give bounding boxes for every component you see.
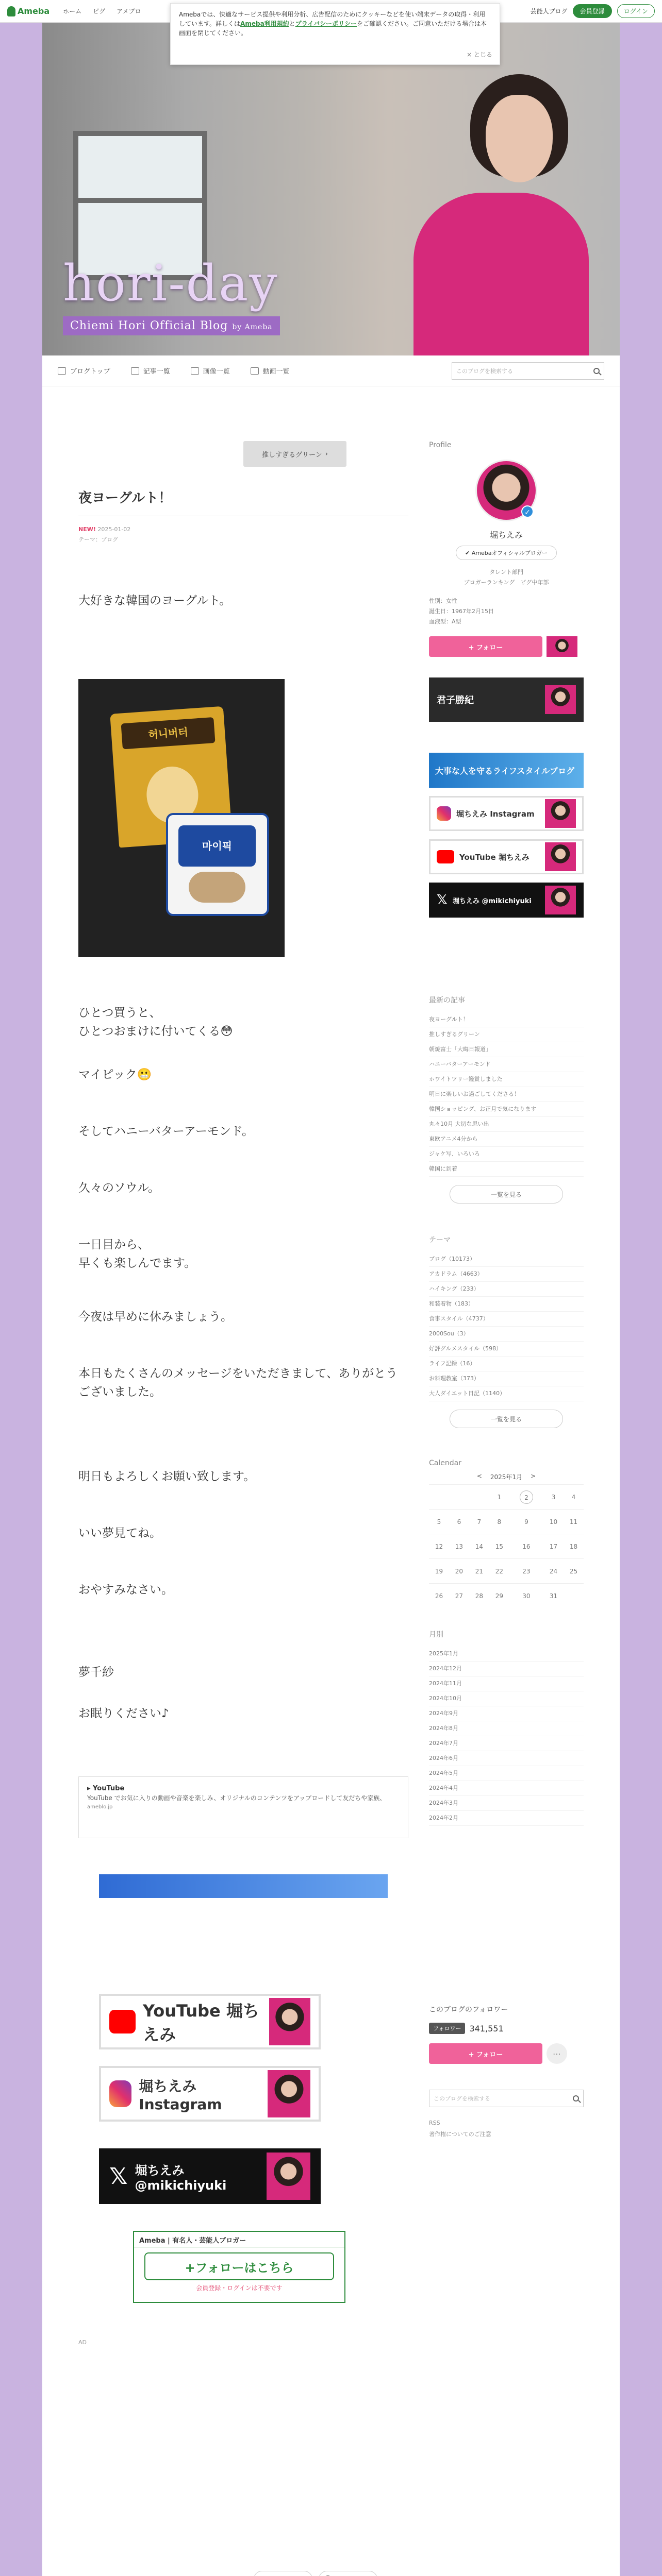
- paragraph: お眠りください♪: [78, 1707, 169, 1720]
- blog-subtitle: Chiemi Hori Official Blog by Ameba: [63, 316, 280, 335]
- theme-item[interactable]: 好評グルメスタイル（598）: [429, 1342, 584, 1357]
- recent-item[interactable]: 朝焼富士「大晦日報道」: [429, 1042, 584, 1057]
- ameba-logo[interactable]: Ameba: [7, 6, 49, 16]
- paragraph: マイピック😬: [78, 1068, 152, 1081]
- blog-title: hori-day: [63, 255, 278, 312]
- home-icon: [58, 367, 66, 375]
- ameba-logo-icon: [7, 6, 15, 16]
- banner-youtube[interactable]: YouTube 堀ちえみ: [99, 1994, 321, 2049]
- recent-item[interactable]: 丸々10月 大切な思い出: [429, 1117, 584, 1132]
- archive-item[interactable]: 2024年8月: [429, 1721, 584, 1736]
- nav-blog-top[interactable]: ブログトップ: [58, 366, 110, 376]
- recent-item[interactable]: 韓国に到着: [429, 1162, 584, 1177]
- chevron-right-icon: ›: [325, 450, 328, 458]
- recent-item[interactable]: ジャケ写、いろいろ: [429, 1147, 584, 1162]
- youtube-icon: [109, 2010, 136, 2033]
- profile-category: タレント部門 ブロガーランキング ピグ中年部: [464, 569, 549, 586]
- top-nav: [63, 7, 141, 15]
- theme-item[interactable]: 食事スタイル（4737）: [429, 1312, 584, 1327]
- archive-item[interactable]: 2024年7月: [429, 1736, 584, 1751]
- nav-image-list[interactable]: 画像一覧: [191, 366, 230, 376]
- profile-heading: Profile: [429, 441, 452, 449]
- theme-item[interactable]: 和装着物（183）: [429, 1297, 584, 1312]
- theme-item[interactable]: ブログ（10173）: [429, 1252, 584, 1267]
- youtube-embed-card[interactable]: ▸ YouTube YouTube でお気に入りの動画や音楽を楽しみ、オリジナルのコンテンツをアップロードして友だちや家族、 ameblo.jp: [78, 1776, 408, 1838]
- theme-more-button[interactable]: 一覧を見る: [450, 1410, 563, 1428]
- paragraph: ひとつ買うと、: [78, 1006, 161, 1020]
- archive-item[interactable]: 2024年9月: [429, 1706, 584, 1721]
- follower-count: 341,551: [469, 2023, 504, 2033]
- recent-item[interactable]: 明日に楽しいお過ごしてくださる！: [429, 1087, 584, 1102]
- snack-package: 허니버터: [110, 706, 233, 848]
- article-meta: NEW! 2025-01-02 テーマ：ブログ: [78, 526, 131, 543]
- recent-item[interactable]: ホワイトツリー鑑賞しました: [429, 1072, 584, 1087]
- yogurt-package: 마이픽: [166, 813, 269, 916]
- search-icon[interactable]: [593, 368, 600, 374]
- instagram-icon: [437, 806, 451, 821]
- calendar-day[interactable]: 2: [509, 1485, 543, 1510]
- archive-list: [429, 1647, 584, 1826]
- calendar-next-button[interactable]: >: [531, 1472, 536, 1480]
- archive-item[interactable]: 2024年10月: [429, 1691, 584, 1706]
- top-nav-ameblo[interactable]: アメブロ: [117, 8, 141, 15]
- theme-heading: テーマ: [429, 1236, 451, 1244]
- recent-item[interactable]: 東欧アニメ4分から: [429, 1132, 584, 1147]
- x-icon: 𝕏: [437, 892, 448, 908]
- paragraph: 明日もよろしくお願い致します。: [78, 1470, 256, 1483]
- more-options-button[interactable]: ⋯: [547, 2043, 567, 2064]
- follow-button[interactable]: + フォロー: [429, 636, 542, 657]
- theme-item[interactable]: アカドラム（4663）: [429, 1267, 584, 1282]
- paragraph: 今夜は早めに休みましょう。: [78, 1310, 233, 1324]
- banner-x[interactable]: 𝕏 堀ちえみ @mikichiyuki: [99, 2148, 321, 2204]
- theme-item[interactable]: お料理教室（373）: [429, 1371, 584, 1386]
- calendar: [429, 1472, 584, 1608]
- paragraph: 夢千紗: [78, 1666, 114, 1679]
- login-button[interactable]: ログイン: [617, 4, 655, 18]
- paragraph: おやすみなさい。: [78, 1583, 173, 1597]
- copyright-notice-link[interactable]: 著作権についてのご注意: [429, 2131, 491, 2138]
- theme-nav-button[interactable]: 推しすぎるグリーン ›: [243, 441, 346, 467]
- recent-item[interactable]: ハニーバターアーモンド: [429, 1057, 584, 1072]
- sidebar-banner-x[interactable]: 𝕏 堀ちえみ @mikichiyuki: [429, 883, 584, 918]
- paragraph: 一日目から、: [78, 1238, 150, 1251]
- paragraph: ひとつおまけに付いてくる😳: [78, 1025, 233, 1038]
- nav-video-list[interactable]: 動画一覧: [251, 366, 290, 376]
- sidebar-banner-youtube[interactable]: YouTube 堀ちえみ: [429, 839, 584, 874]
- sidebar-banner-kimiko[interactable]: 君子勝紀: [429, 677, 584, 722]
- article-banner[interactable]: [99, 1874, 388, 1898]
- sidebar: [429, 441, 584, 1826]
- profile-avatar[interactable]: [475, 460, 537, 521]
- x-icon: 𝕏: [109, 2163, 128, 2190]
- archive-heading: 月別: [429, 1630, 443, 1639]
- recent-list: [429, 1012, 584, 1177]
- sidebar-banner-instagram[interactable]: 堀ちえみ Instagram: [429, 796, 584, 831]
- cookie-notice: Amebaでは、快適なサービス提供や利用分析、広告配信のためにクッキーなどを使い端末データの取得・利用しています。詳しくはAmeba利用規約とプライバシーポリシーをご確認ください。ご同意いただける場合は本画面を閉じてください。 × とじる: [170, 3, 500, 65]
- blog-header-image[interactable]: [42, 23, 620, 355]
- sidebar-lower: このブログのフォロワー フォロワー 341,551 + フォロー ⋯ このブログを検索する RSS 著作権についてのご注意: [429, 2004, 584, 2140]
- followers-heading: このブログのフォロワー: [429, 2006, 508, 2014]
- archive-item[interactable]: 2024年5月: [429, 1766, 584, 1781]
- banner-instagram[interactable]: 堀ちえみ Instagram: [99, 2066, 321, 2122]
- official-blogger-badge[interactable]: ✔ Amebaオフィシャルブロガー: [456, 546, 557, 560]
- video-icon: [251, 367, 259, 375]
- recent-item[interactable]: 推しすぎるグリーン: [429, 1027, 584, 1042]
- recent-item[interactable]: 夜ヨーグルト！: [429, 1012, 584, 1027]
- verified-icon: ✓: [521, 505, 534, 518]
- instagram-icon: [109, 2080, 131, 2107]
- calendar-heading: Calendar: [429, 1459, 461, 1467]
- recent-more-button[interactable]: 一覧を見る: [450, 1185, 563, 1204]
- archive-item[interactable]: 2024年4月: [429, 1781, 584, 1796]
- celebrity-blog-link[interactable]: 芸能人ブログ: [530, 8, 568, 15]
- archive-item[interactable]: 2024年2月: [429, 1811, 584, 1826]
- follow-avatar[interactable]: [547, 636, 577, 657]
- theme-item[interactable]: 大人ダイエット日記（1140）: [429, 1386, 584, 1401]
- like-button[interactable]: [254, 2571, 312, 2576]
- youtube-icon: [437, 850, 454, 863]
- recent-item[interactable]: 韓国ショッピング、お正月で気になります: [429, 1102, 584, 1117]
- calendar-prev-button[interactable]: <: [476, 1472, 482, 1480]
- theme-item[interactable]: ハイキング（233）: [429, 1282, 584, 1297]
- paragraph: いい夢見てね。: [78, 1527, 161, 1540]
- article-body: [78, 545, 408, 1988]
- recent-heading: 最新の記事: [429, 996, 465, 1005]
- new-badge: NEW!: [78, 526, 96, 533]
- header-person-photo: [403, 64, 589, 355]
- archive-item[interactable]: 2024年6月: [429, 1751, 584, 1766]
- article-title: 夜ヨーグルト！: [78, 487, 408, 516]
- top-right: [531, 4, 655, 18]
- theme-item[interactable]: ライフ記録（16）: [429, 1357, 584, 1371]
- paragraph: 早くも楽しんでます。: [78, 1257, 196, 1270]
- calendar-month: 2025年1月: [490, 1473, 523, 1481]
- paragraph: そしてハニーバターアーモンド。: [78, 1125, 254, 1138]
- privacy-link[interactable]: プライバシーポリシー: [295, 20, 357, 27]
- theme-item[interactable]: 2000Sou（3）: [429, 1327, 584, 1342]
- archive-item[interactable]: 2025年1月: [429, 1647, 584, 1662]
- calendar-grid: 1 2 3 4 5 6 7 8 9 10 11 12 13 14 15 16 17 18 19 20 21 22 23 24 25 26 27 28 29 30 31: [429, 1484, 584, 1608]
- top-nav-home[interactable]: ホーム: [63, 8, 82, 15]
- rss-link[interactable]: RSS: [429, 2120, 440, 2126]
- ad-area[interactable]: AD: [78, 2339, 87, 2346]
- signup-button[interactable]: 会員登録: [573, 4, 612, 18]
- article: [78, 441, 408, 1988]
- paragraph: 大好きな韓国のヨーグルト。: [78, 594, 231, 607]
- archive-item[interactable]: 2024年3月: [429, 1796, 584, 1811]
- cookie-close-button[interactable]: × とじる: [467, 51, 492, 58]
- archive-item[interactable]: 2024年12月: [429, 1662, 584, 1676]
- search-icon[interactable]: [573, 2095, 579, 2102]
- profile-details: 性別：女性 誕生日：1967年2月15日 血液型：A型: [429, 598, 494, 625]
- sidebar-search-input[interactable]: このブログを検索する: [429, 2090, 584, 2107]
- nav-article-list[interactable]: 記事一覧: [131, 366, 170, 376]
- article-photo[interactable]: [78, 679, 285, 957]
- blog-nav: [42, 355, 620, 386]
- article-theme-link[interactable]: テーマ：ブログ: [78, 536, 118, 543]
- ameba-follow-banner[interactable]: Ameba | 有名人・芸能人ブロガー +フォローはこちら 会員登録・ログインは不要です: [133, 2231, 345, 2303]
- top-nav-pigg[interactable]: ピグ: [93, 8, 106, 15]
- comment-button[interactable]: [319, 2571, 377, 2576]
- sidebar-banner-lifestyle[interactable]: 大事な人を守るライフスタイルブログ: [429, 753, 584, 788]
- paragraph: 久々のソウル。: [78, 1181, 160, 1195]
- terms-link[interactable]: Ameba利用規約: [240, 20, 289, 27]
- list-icon: [131, 367, 139, 375]
- profile-name[interactable]: 堀ちえみ: [489, 530, 523, 540]
- camera-icon: [191, 367, 199, 375]
- blog-search-input[interactable]: このブログを検索する: [452, 362, 604, 380]
- theme-list: [429, 1252, 584, 1401]
- paragraph: 本日もたくさんのメッセージをいただきまして、ありがとうございました。: [78, 1367, 398, 1399]
- sidebar-follow-button[interactable]: + フォロー: [429, 2043, 542, 2064]
- archive-item[interactable]: 2024年11月: [429, 1676, 584, 1691]
